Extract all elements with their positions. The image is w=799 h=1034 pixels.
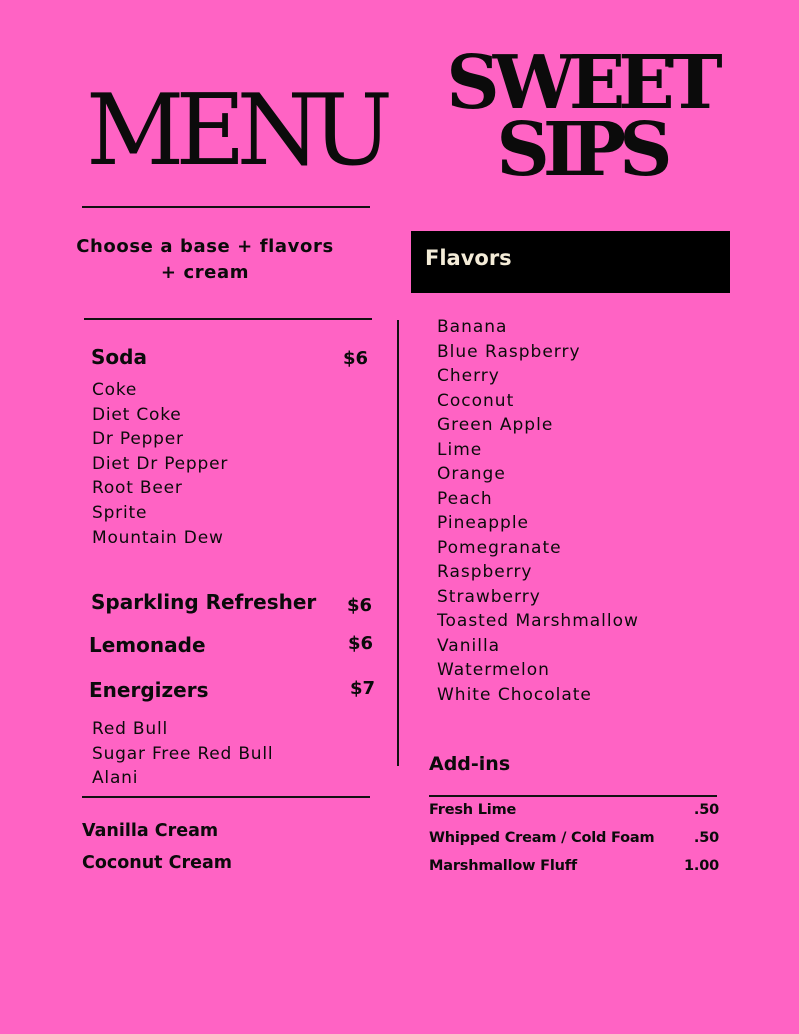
flavors-heading: Flavors: [425, 246, 512, 270]
list-item: Sugar Free Red Bull: [92, 743, 274, 764]
addin-price: .50: [693, 830, 719, 846]
list-item: Raspberry: [437, 562, 533, 582]
list-item: Cherry: [437, 366, 500, 386]
list-item: Diet Dr Pepper: [92, 453, 229, 474]
addins-divider: [429, 795, 717, 797]
list-item: White Chocolate: [437, 684, 592, 705]
flavor-list: [437, 315, 639, 707]
base-soda-name: Soda: [91, 345, 147, 369]
column-divider: [397, 320, 399, 766]
list-item: Red Bull: [92, 719, 168, 739]
base-sparkling-price: $6: [347, 595, 373, 616]
list-item: Sprite: [92, 502, 148, 523]
list-item: Toasted Marshmallow: [437, 611, 639, 631]
list-item: Green Apple: [437, 415, 554, 435]
list-item: Orange: [437, 464, 506, 484]
brand-line-1: SWEET: [446, 40, 716, 126]
list-item: Mountain Dew: [92, 527, 224, 548]
list-item: Alani: [92, 768, 139, 789]
addin-name: Whipped Cream / Cold Foam: [429, 830, 655, 846]
list-item: Coconut: [437, 390, 515, 411]
addin-row: [429, 802, 719, 824]
brand-line-2: SIPS: [496, 106, 666, 193]
list-item: Coke: [92, 380, 138, 400]
list-item: Pomegranate: [437, 537, 562, 558]
menu-title: MENU: [86, 74, 385, 188]
addin-row: [429, 830, 719, 852]
tagline-divider: [84, 318, 372, 320]
list-item: Blue Raspberry: [437, 341, 581, 362]
base-lemonade-name: Lemonade: [89, 633, 206, 657]
soda-list: [92, 378, 228, 550]
base-energizers-name: Energizers: [89, 678, 209, 702]
list-item: Peach: [437, 488, 493, 509]
energizers-list: [92, 717, 273, 791]
list-item: Watermelon: [437, 660, 550, 680]
tagline: Choose a base + flavors + cream: [76, 236, 334, 283]
addin-price: .50: [693, 802, 719, 818]
addins-heading: Add-ins: [429, 753, 511, 775]
list-item: Pineapple: [437, 513, 530, 533]
list-item: Diet Coke: [92, 404, 182, 425]
list-item: Vanilla: [437, 635, 501, 656]
flavors-header-box: [411, 231, 730, 293]
list-item: Banana: [437, 317, 508, 337]
list-item: Dr Pepper: [92, 429, 184, 450]
list-item: Strawberry: [437, 586, 541, 607]
list-item: Lime: [437, 439, 483, 460]
list-item: Root Beer: [92, 478, 183, 499]
addin-name: Fresh Lime: [429, 802, 517, 818]
cream-coconut: Coconut Cream: [82, 853, 233, 873]
cream-vanilla: Vanilla Cream: [82, 821, 219, 841]
addin-price: 1.00: [684, 858, 719, 874]
base-energizers-price: $7: [350, 678, 376, 699]
bases-divider: [82, 796, 370, 798]
brand-logo: [446, 40, 716, 193]
addin-row: [429, 858, 719, 880]
base-lemonade-price: $6: [348, 633, 374, 654]
base-sparkling-name: Sparkling Refresher: [91, 590, 317, 614]
base-soda-price: $6: [343, 348, 369, 369]
title-divider: [82, 206, 370, 208]
addin-name: Marshmallow Fluff: [429, 858, 577, 874]
